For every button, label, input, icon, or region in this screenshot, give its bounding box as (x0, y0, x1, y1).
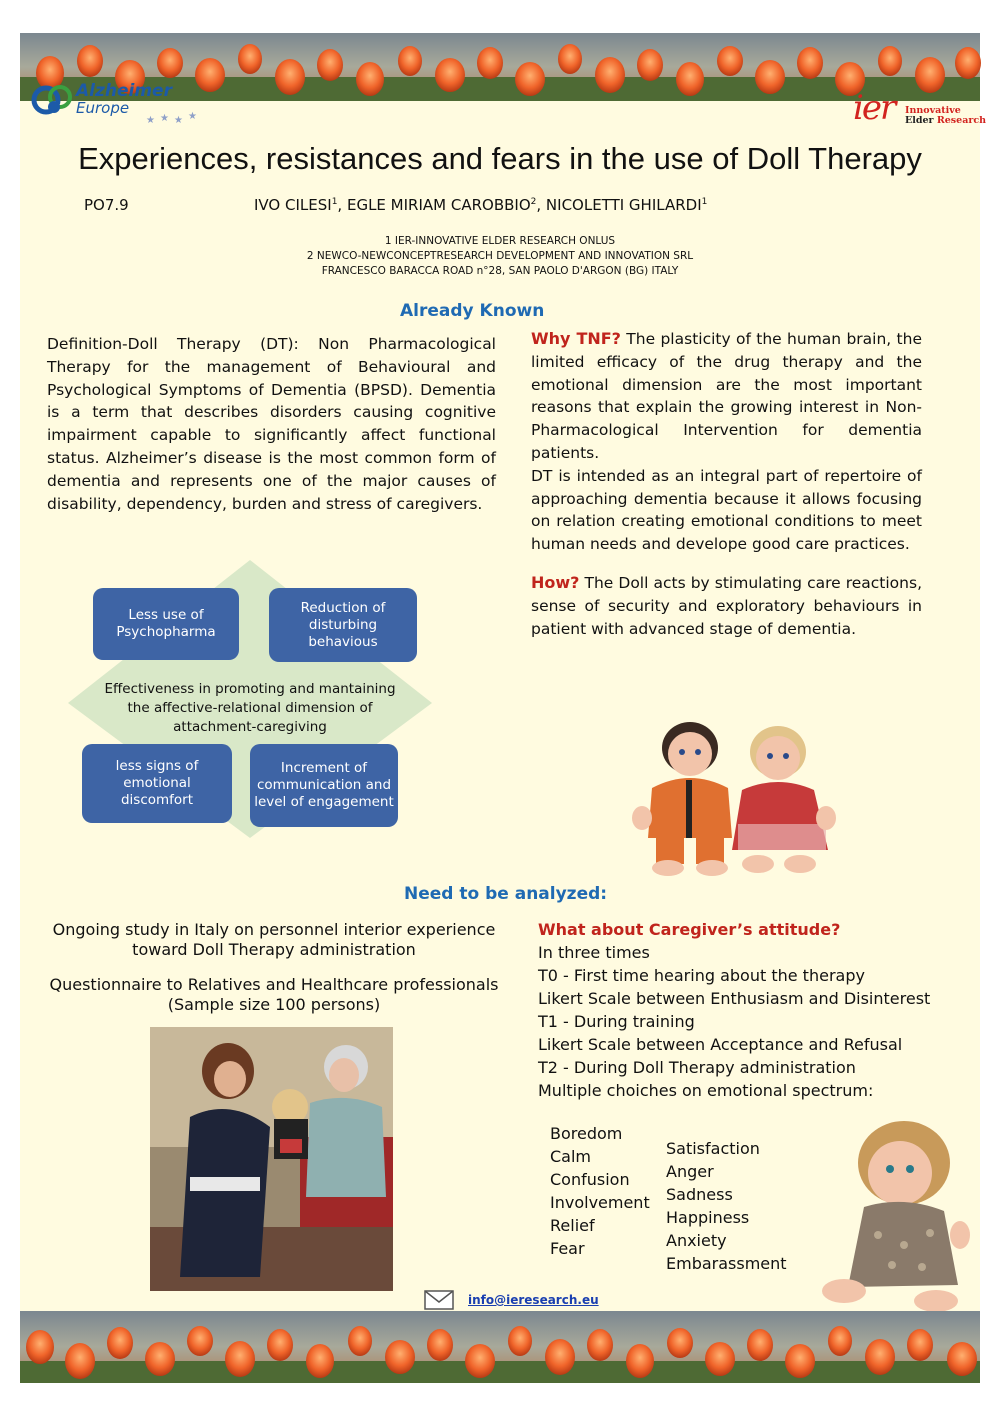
author-1: IVO CILESI (254, 196, 332, 214)
svg-text:★: ★ (160, 113, 169, 124)
emotion-item: Relief (550, 1216, 595, 1235)
diagram-box-behavious: Reduction of disturbing behavious (269, 588, 417, 662)
author-2: EGLE MIRIAM CAROBBIO (346, 196, 531, 214)
caregiver-line: Multiple choiches on emotional spectrum: (538, 1081, 874, 1100)
ier-logo-line2a: Elder (905, 115, 937, 126)
svg-text:★: ★ (188, 111, 197, 122)
affiliations (20, 234, 980, 279)
caregiver-photo (150, 1027, 393, 1291)
affiliation-line: 1 IER-INNOVATIVE ELDER RESEARCH ONLUS (384, 235, 616, 247)
emotion-item: Confusion (550, 1170, 630, 1189)
why-tnf-paragraph (531, 328, 922, 465)
emotion-item: Anxiety (666, 1231, 727, 1250)
already-known-heading: Already Known (400, 301, 545, 321)
svg-text:★: ★ (146, 115, 155, 126)
author-3-sup: 1 (701, 197, 708, 207)
emotion-item: Satisfaction (666, 1139, 760, 1158)
caregiver-line: T2 - During Doll Therapy administration (538, 1058, 856, 1077)
svg-text:★: ★ (174, 115, 183, 126)
rationale-column (531, 328, 922, 640)
caregiver-line: Likert Scale between Enthusiasm and Disinterest (538, 989, 931, 1008)
ier-logo-mark: ier (853, 88, 895, 128)
emotion-item: Embarassment (666, 1254, 787, 1273)
affiliation-line: 2 NEWCO-NEWCONCEPTRESEARCH DEVELOPMENT AND INNOVATION SRL (306, 250, 694, 262)
emotion-item: Fear (550, 1239, 585, 1258)
europe-logo-text: Europe (76, 99, 130, 117)
dt-paragraph: DT is intended as an integral part of repertoire of approaching dementia because it allows focusing on relation creating emotional conditions to meet human needs and develope good care practices. (531, 466, 922, 554)
how-text: The Doll acts by stimulating care reactions, sense of security and exploratory behaviours in patient with advanced stage of dementia. (531, 573, 922, 638)
questionnaire-text: Questionnaire to Relatives and Healthcare professionals (Sample size 100 persons) (49, 975, 499, 1014)
emotions-column-1 (550, 1122, 650, 1260)
diagram-center-text: Effectiveness in promoting and mantaining the affective-relational dimension of attachment-caregiving (104, 681, 396, 735)
ier-logo (853, 88, 987, 131)
author-3: NICOLETTI GHILARDI (545, 196, 702, 214)
need-analyzed-heading: Need to be analyzed: (404, 884, 608, 904)
authors: IVO CILESI$^1$, EGLE MIRIAM CAROBBIO$^2$, NICOLETTI GHILARDI$^1$ (254, 196, 708, 214)
emotion-item: Involvement (550, 1193, 650, 1212)
caregiver-line: Likert Scale between Acceptance and Refusal (538, 1035, 903, 1054)
contact-email-row (424, 1290, 599, 1310)
author-2-sup: 2 (530, 197, 537, 207)
poster (20, 33, 987, 1383)
poster-id: PO7.9 (84, 196, 129, 214)
ier-logo-line1: Innovative (905, 105, 961, 116)
affiliation-line: FRANCESCO BARACCA ROAD n°28, SAN PAOLO D'ARGON (BG) ITALY (321, 265, 679, 277)
envelope-icon (424, 1290, 454, 1310)
alzheimer-logo-text: Alzheimer (76, 81, 172, 101)
emotion-item: Calm (550, 1147, 592, 1166)
caregiver-question: What about Caregiver’s attitude? (538, 920, 841, 939)
why-tnf-text: The plasticity of the human brain, the limited efficacy of the drug therapy and the emotional dimension are the most important reasons that explain the growing interest in Non-Pharmacological Intervention for dementia patients. (531, 330, 922, 462)
definition-paragraph: Definition-Doll Therapy (DT): Non Pharmacological Therapy for the management of Behavioural and Psychological Symptoms of Dementia (BPSD). Dementia is a term that describes disorders causing cognitive impairment capable to significantly affect functional status. Alzheimer’s disease is the most common form of dementia and represents one of the major causes of disability, dependency, burden and stress of caregivers. (47, 335, 496, 513)
caregiver-line: In three times (538, 943, 650, 962)
diagram-box-psychopharma: Less use of Psychopharma (93, 588, 239, 660)
emotion-item: Sadness (666, 1185, 733, 1204)
caregiver-attitude-block (538, 918, 958, 1102)
emotion-item: Boredom (550, 1124, 623, 1143)
emotions-column-2 (666, 1137, 787, 1275)
two-dolls-image (628, 718, 843, 878)
poster-title: Experiences, resistances and fears in the use of Doll Therapy (78, 141, 922, 176)
effectiveness-diagram (60, 555, 440, 845)
contact-email-link[interactable]: info@ieresearch.eu (468, 1293, 599, 1307)
why-tnf-label: Why TNF? (531, 329, 621, 348)
caregiver-line: T0 - First time hearing about the therapy (538, 966, 865, 985)
alzheimer-europe-logo (28, 81, 198, 131)
diagram-box-engagement: Increment of communication and level of engagement (250, 744, 398, 827)
diagram-box-discomfort: less signs of emotional discomfort (82, 744, 232, 823)
emotion-item: Anger (666, 1162, 714, 1181)
how-paragraph (531, 572, 922, 640)
ier-logo-line2b: Research (936, 115, 987, 126)
author-1-sup: 1 (331, 197, 338, 207)
caregiver-line: T1 - During training (538, 1012, 695, 1031)
doll-image (808, 1115, 978, 1313)
emotion-item: Happiness (666, 1208, 750, 1227)
ongoing-study-text: Ongoing study in Italy on personnel interior experience toward Doll Therapy administration (52, 920, 496, 959)
tulip-banner-bottom (20, 1311, 980, 1383)
how-label: How? (531, 572, 580, 592)
